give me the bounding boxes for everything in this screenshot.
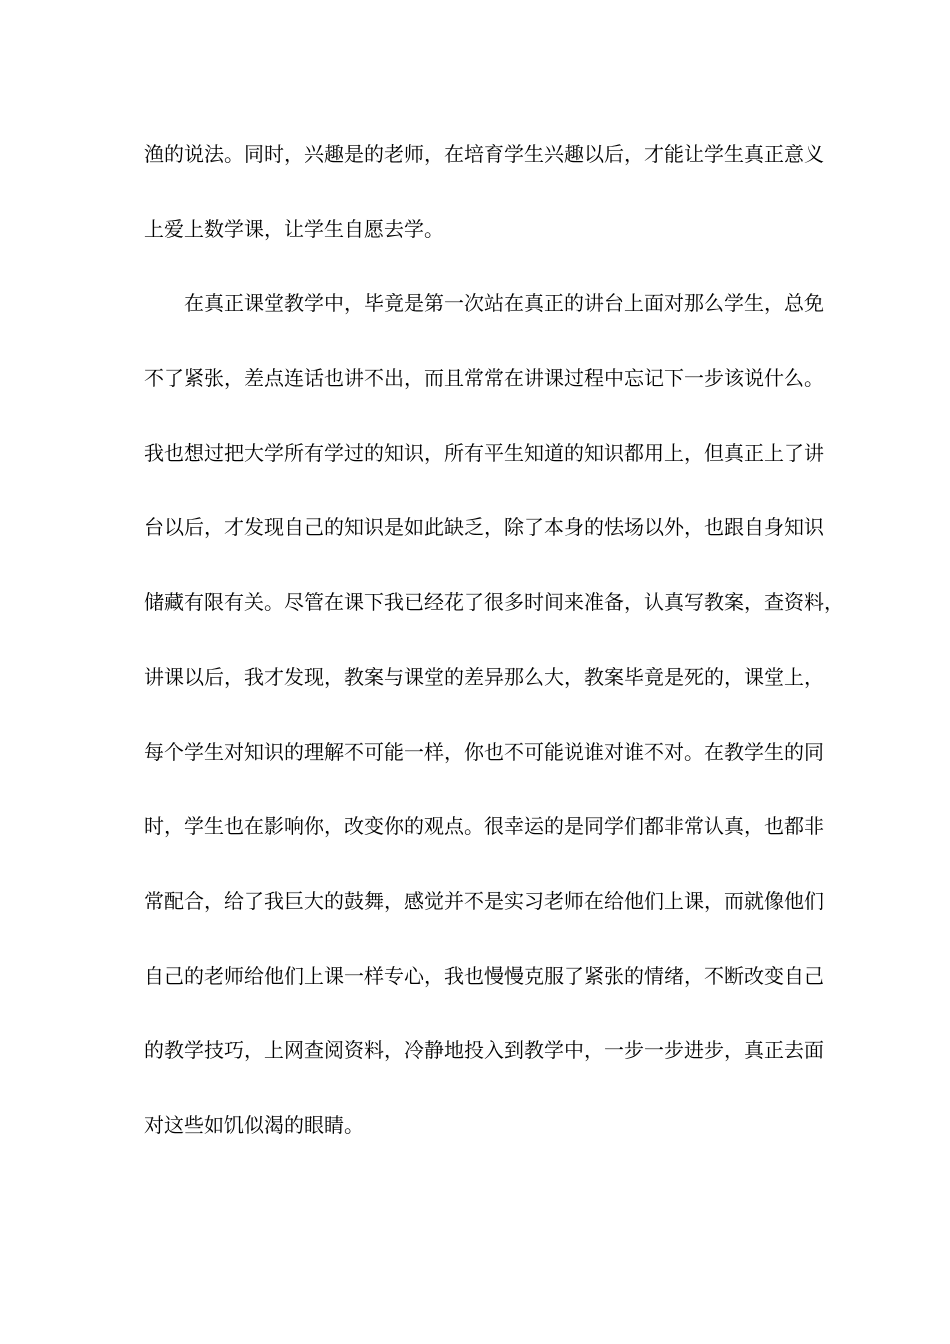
text-line: 储藏有限有关。尽管在课下我已经花了很多时间来准备，认真写教案，查资料， (144, 590, 844, 615)
text-line: 每个学生对知识的理解不可能一样，你也不可能说谁对谁不对。在教学生的同 (144, 739, 824, 764)
text-line: 上爱上数学课，让学生自愿去学。 (144, 216, 444, 241)
text-line: 对这些如饥似渴的眼睛。 (144, 1112, 364, 1137)
text-line: 自己的老师给他们上课一样专心，我也慢慢克服了紧张的情绪，不断改变自己 (144, 963, 824, 988)
text-line: 台以后，才发现自己的知识是如此缺乏，除了本身的怯场以外，也跟自身知识 (144, 515, 824, 540)
text-line: 我也想过把大学所有学过的知识，所有平生知道的知识都用上，但真正上了讲 (144, 440, 824, 465)
text-line: 渔的说法。同时，兴趣是的老师，在培育学生兴趣以后，才能让学生真正意义 (144, 142, 824, 166)
text-line: 的教学技巧，上网查阅资料，冷静地投入到教学中，一步一步进步，真正去面 (144, 1038, 824, 1063)
body-text (144, 134, 844, 1180)
text-line: 讲课以后，我才发现，教案与课堂的差异那么大，教案毕竟是死的，课堂上， (144, 664, 824, 689)
text-line: 常配合，给了我巨大的鼓舞，感觉并不是实习老师在给他们上课，而就像他们 (144, 888, 824, 913)
text-line: 时，学生也在影响你，改变你的观点。很幸运的是同学们都非常认真，也都非 (144, 814, 824, 839)
paragraph-start-line: 在真正课堂教学中，毕竟是第一次站在真正的讲台上面对那么学生，总免 (184, 291, 824, 316)
text-line: 不了紧张，差点连话也讲不出，而且常常在讲课过程中忘记下一步该说什么。 (144, 366, 824, 391)
